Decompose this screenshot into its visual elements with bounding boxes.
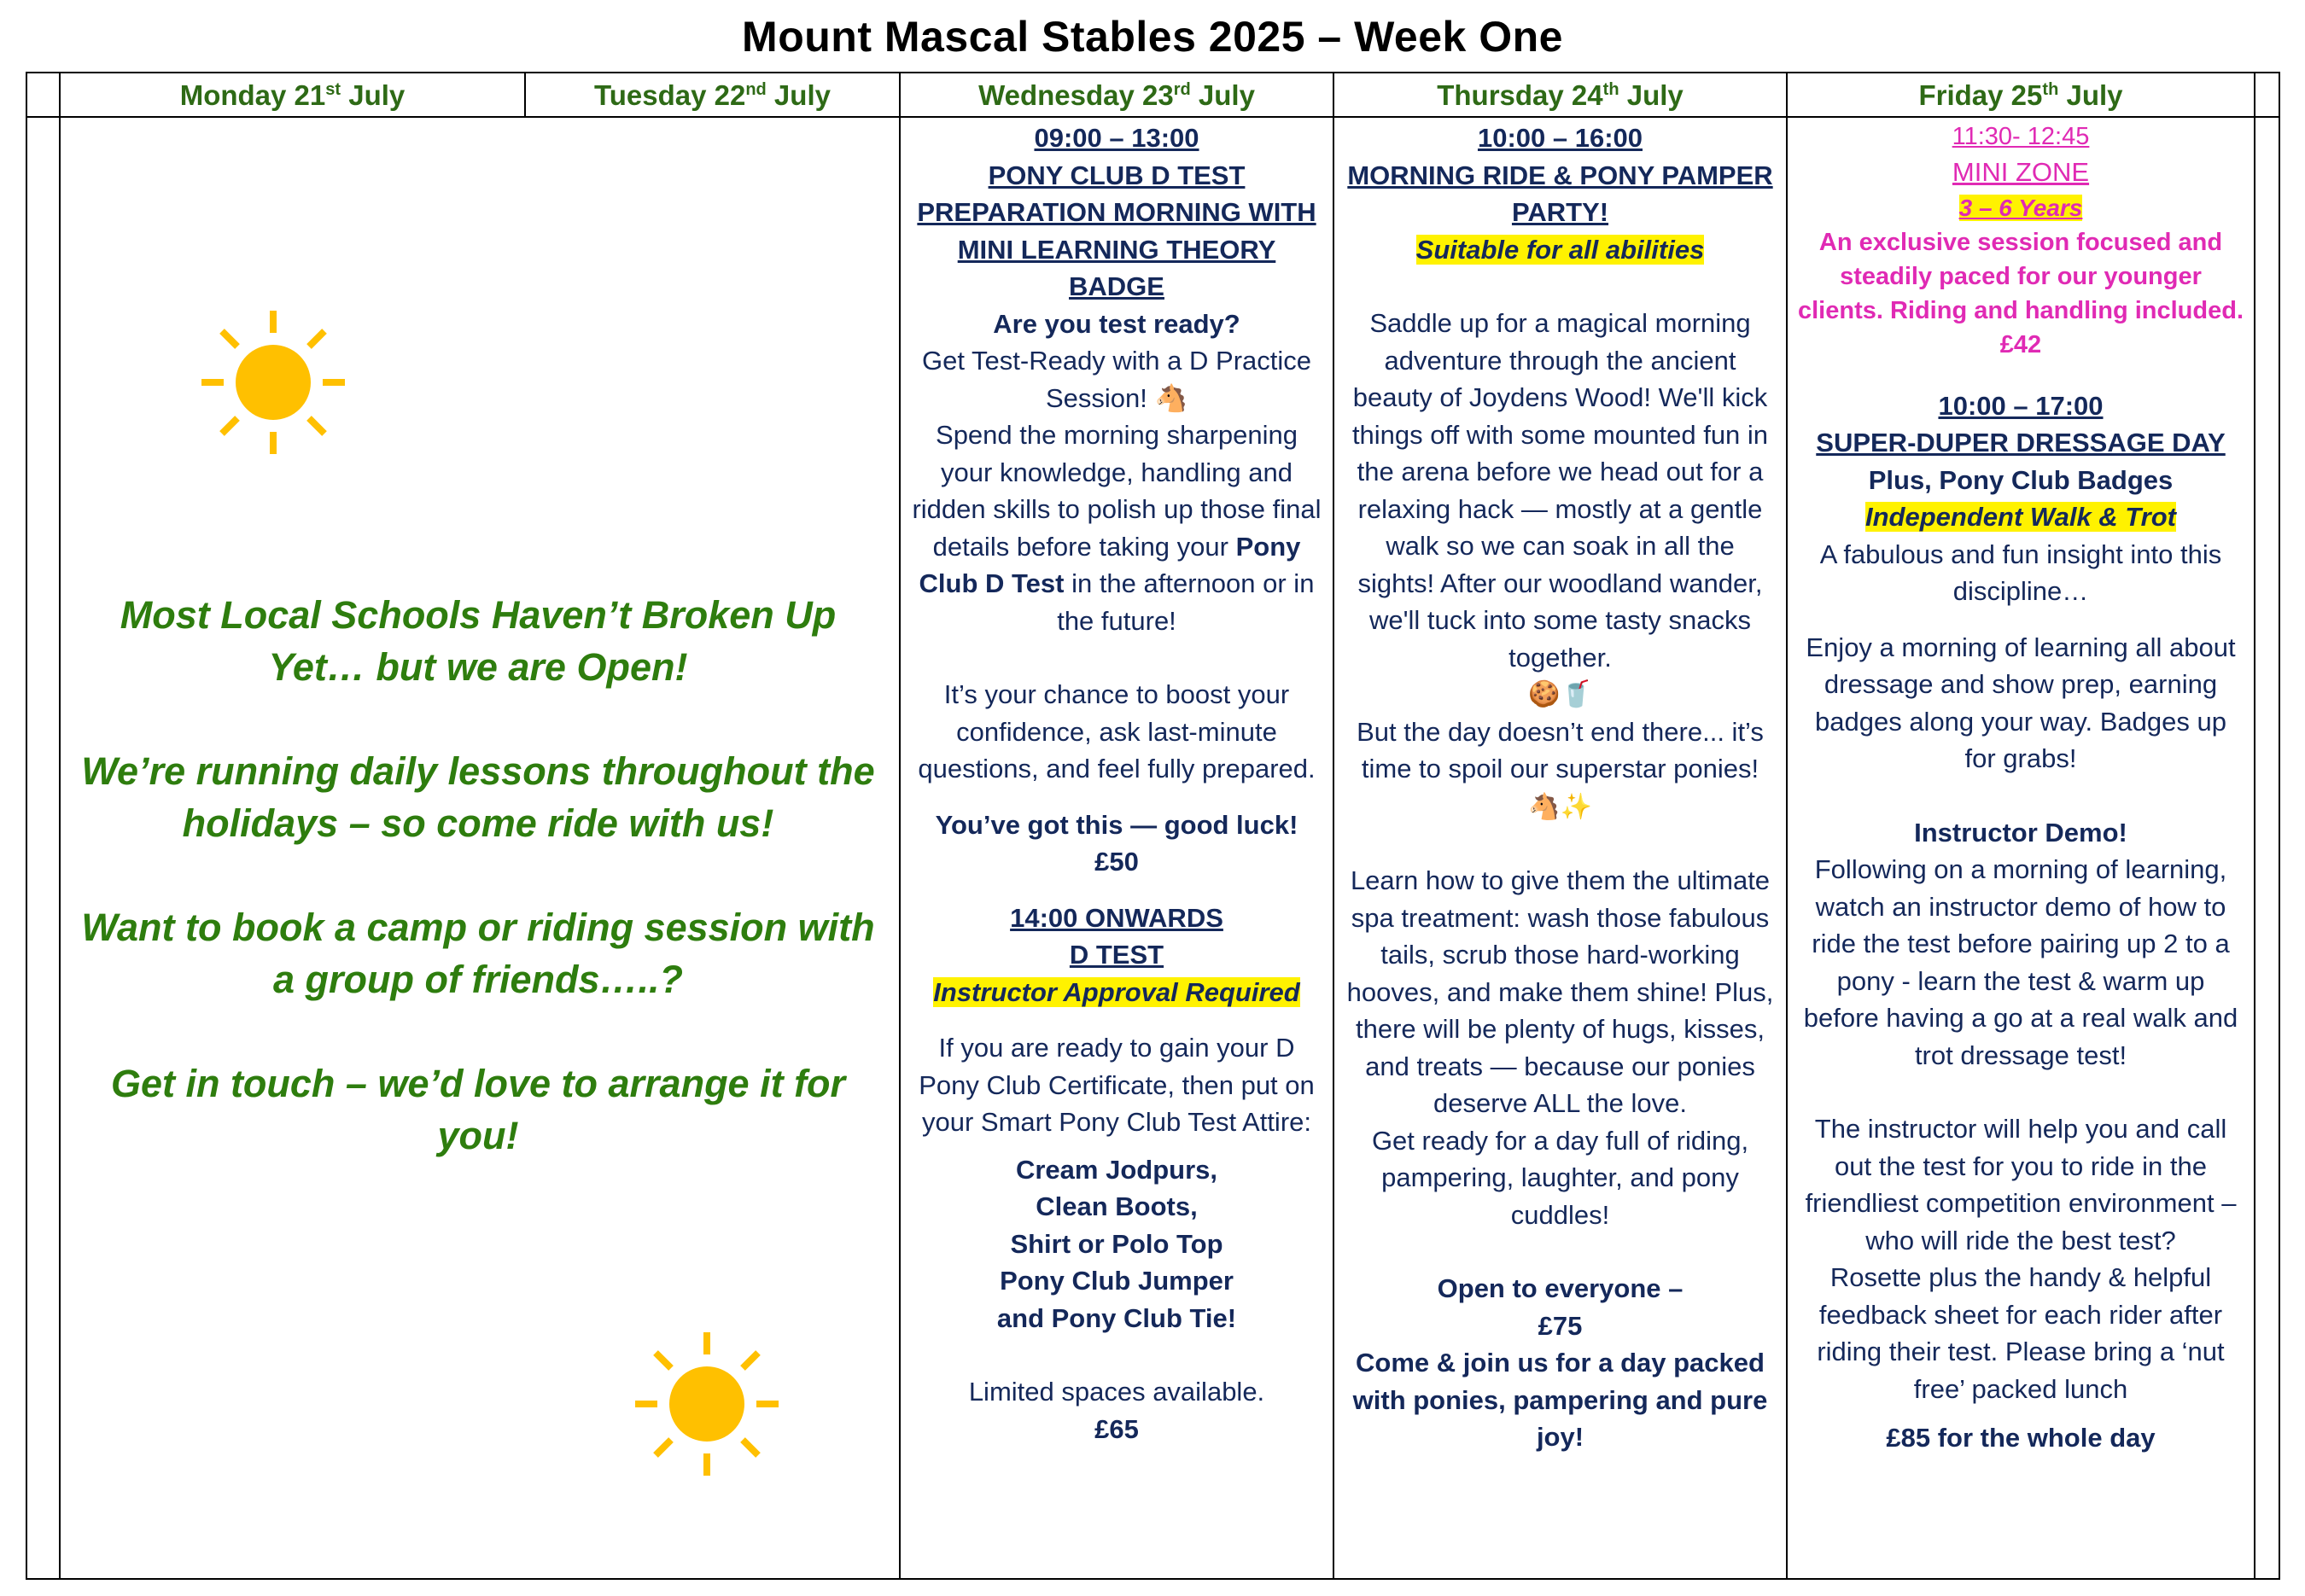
attire-item: Shirt or Polo Top bbox=[1010, 1228, 1223, 1259]
session-time: 14:00 ONWARDS bbox=[1010, 902, 1223, 933]
open-to-everyone: Open to everyone – bbox=[1437, 1273, 1684, 1303]
session-price: £50 bbox=[1094, 847, 1139, 877]
open-message-line: We’re running daily lessons throughout the holidays – so come ride with us! bbox=[81, 749, 875, 845]
day-header-monday: Monday 21st July bbox=[179, 79, 406, 111]
sun-icon bbox=[196, 306, 350, 459]
session-heading: SUPER-DUPER DRESSAGE DAY bbox=[1816, 428, 2226, 457]
mini-description: An exclusive session focused and steadily paced for our younger clients. Riding and handling included. bbox=[1797, 228, 2244, 324]
column-divider bbox=[2254, 72, 2255, 1580]
session-description: A fabulous and fun insight into this discipline… bbox=[1819, 539, 2222, 606]
day-header-wednesday: Wednesday 23rd July bbox=[978, 79, 1255, 111]
session-heading: D TEST bbox=[1069, 940, 1164, 970]
day-header-thursday: Thursday 24th July bbox=[1437, 79, 1684, 111]
pony-sparkle-icons: 🐴✨ bbox=[1528, 792, 1592, 821]
day-header-tuesday: Tuesday 22nd July bbox=[594, 79, 831, 111]
attire-item: Cream Jodpurs, bbox=[1015, 1154, 1217, 1185]
column-divider bbox=[1333, 72, 1334, 1580]
mini-time: 11:30- 12:45 bbox=[1952, 123, 2090, 150]
demo-title: Instructor Demo! bbox=[1914, 817, 2127, 848]
session-intro: Get Test-Ready with a D Practice Session! 🐴 bbox=[922, 346, 1311, 413]
mini-age: 3 – 6 Years bbox=[1958, 194, 2083, 221]
attire-item: and Pony Club Tie! bbox=[996, 1302, 1237, 1333]
snack-icons: 🍪🥤 bbox=[1528, 680, 1592, 708]
session-heading: PONY CLUB D TEST PREPARATION MORNING WITH MINI LEARNING THEORY BADGE bbox=[917, 160, 1316, 301]
session-description: Spend the morning sharpening your knowledge, handling and ridden skills to polish up those final details before taking your Pony Club D Test in the afternoon or in the future! bbox=[912, 420, 1322, 636]
limited-note: Limited spaces available. bbox=[968, 1377, 1265, 1407]
session-description: Enjoy a morning of learning all about dressage and show prep, earning badges along your way. Badges up for grabs! bbox=[1806, 632, 2236, 773]
session-note: Instructor Approval Required bbox=[933, 976, 1300, 1007]
thursday-column bbox=[1345, 119, 1776, 1456]
column-divider bbox=[1786, 72, 1788, 1580]
session-subheading: Plus, Pony Club Badges bbox=[1868, 464, 2174, 495]
open-message bbox=[68, 589, 888, 1214]
open-message-line: Most Local Schools Haven’t Broken Up Yet… but we are Open! bbox=[120, 593, 837, 689]
session-price: £85 for the whole day bbox=[1886, 1423, 2156, 1453]
session-question: Are you test ready? bbox=[993, 308, 1240, 339]
column-divider bbox=[899, 72, 901, 1580]
session-note: Suitable for all abilities bbox=[1415, 234, 1705, 265]
session-time: 09:00 – 13:00 bbox=[1034, 123, 1199, 153]
session-price: £75 bbox=[1538, 1310, 1583, 1341]
column-divider bbox=[59, 72, 61, 1580]
attire-item: Clean Boots, bbox=[1036, 1191, 1198, 1221]
join-message: Come & join us for a day packed with ponies, pampering and pure joy! bbox=[1352, 1348, 1768, 1452]
session-time: 10:00 – 17:00 bbox=[1938, 390, 2104, 421]
session-description: Rosette plus the handy & helpful feedback sheet for each rider after riding their test. Please bring a ‘nut free’ packed lunch bbox=[1817, 1262, 2225, 1404]
session-description: The instructor will help you and call out the test for you to ride in the friendliest competition environment – who will ride the best test? bbox=[1805, 1114, 2237, 1255]
mini-price: £42 bbox=[1999, 330, 2042, 358]
session-price: £65 bbox=[1094, 1413, 1139, 1444]
session-note: Independent Walk & Trot bbox=[1865, 502, 2176, 532]
session-chance: It’s your chance to boost your confidence, ask last-minute questions, and feel fully prepared. bbox=[918, 679, 1316, 783]
session-heading: MORNING RIDE & PONY PAMPER PARTY! bbox=[1347, 160, 1773, 227]
attire-item: Pony Club Jumper bbox=[1000, 1266, 1234, 1296]
session-description: Get ready for a day full of riding, pampering, laughter, and pony cuddles! bbox=[1371, 1125, 1749, 1230]
session-description: Learn how to give them the ultimate spa treatment: wash those fabulous tails, scrub those hard-working hooves, and make them shine! Plus, there will be plenty of hugs, kisses, and treats — because our ponies deserve ALL the love. bbox=[1346, 865, 1774, 1118]
open-message-line: Get in touch – we’d love to arrange it for you! bbox=[110, 1062, 846, 1157]
session-time: 10:00 – 16:00 bbox=[1477, 123, 1643, 153]
wednesday-column bbox=[912, 119, 1322, 1447]
session-description: If you are ready to gain your D Pony Club Certificate, then put on your Smart Pony Club Test Attire: bbox=[919, 1033, 1315, 1137]
session-luck: You’ve got this — good luck! bbox=[935, 809, 1298, 840]
session-description: But the day doesn’t end there... it’s time to spoil our superstar ponies! 🐴✨ bbox=[1357, 716, 1764, 821]
session-description: Saddle up for a magical morning adventure through the ancient beauty of Joydens Wood! We'll kick things off with some mounted fun in the arena before we head out for a relaxing hack — mostly at a gentle walk so we can soak in all the sights! After our woodland wander, we'll tuck into some tasty snacks together. bbox=[1351, 308, 1769, 673]
demo-description: Following on a morning of learning, watch an instructor demo of how to ride the test before pairing up 2 to a pony - learn the test & warm up before having a go at a real walk and trot dressage test! bbox=[1803, 854, 2238, 1070]
mini-title: MINI ZONE bbox=[1952, 157, 2090, 187]
sun-icon bbox=[630, 1327, 784, 1481]
day-header-friday: Friday 25th July bbox=[1918, 79, 2123, 111]
open-message-line: Want to book a camp or riding session with a group of friends…..? bbox=[81, 906, 875, 1001]
friday-column bbox=[1796, 119, 2245, 1457]
page-title: Mount Mascal Stables 2025 – Week One bbox=[742, 13, 1563, 61]
